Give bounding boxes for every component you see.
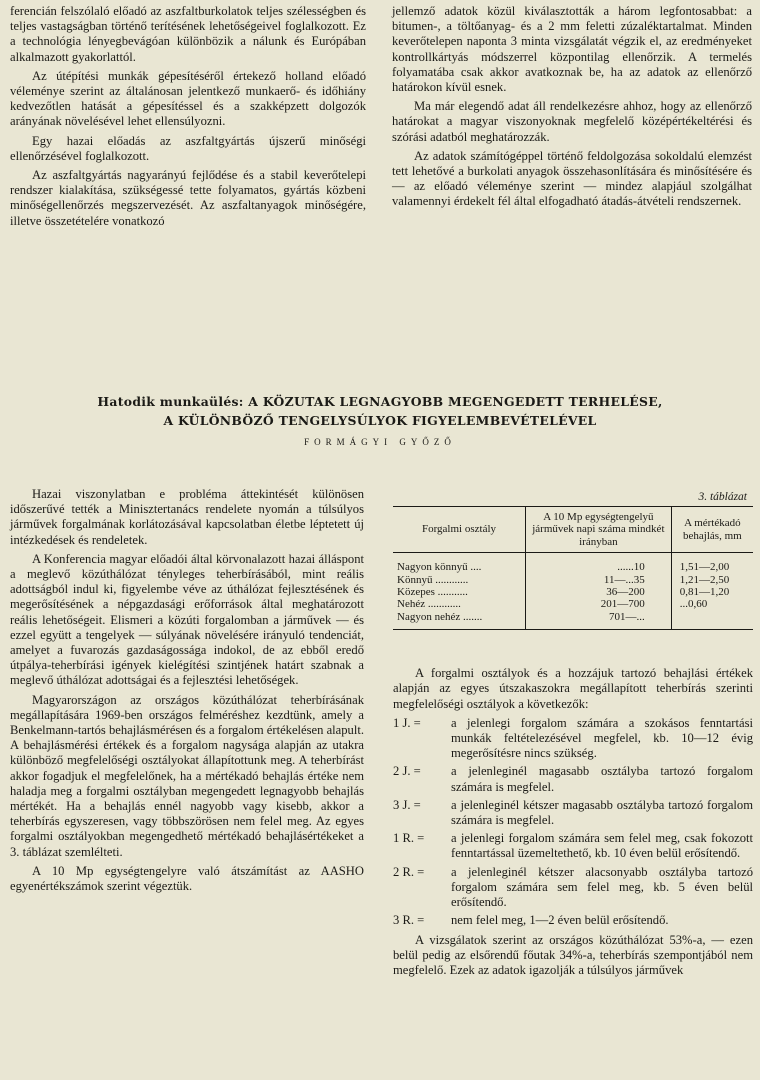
top-right-column	[392, 4, 752, 214]
table-header-cell: Forgalmi osztály	[421, 523, 497, 536]
paragraph: Ma már elegendő adat áll rendelkezésre ahhoz, hogy az ellenőrző határokat a magyar viszonyoknak megfelelő középértékeltérési és szórási adatból meghatározzák.	[392, 99, 752, 144]
paragraph: jellemző adatok közül kiválasztották a három legfontosabbat: a bitumen-, a töltőanyag- és a 2 mm feletti zúzaléktartalmat. Minden keverőtelepen naponta 3 minta vizsgálatát végzik el, az eredményeket kontrollkártyás módszerrel központilag ellenőrzik. A termelés folyamatába csak akkor avatkoznak be, ha az adatok az ellenőrző határokon kívül esnek.	[392, 4, 752, 95]
table-cell: Nagyon könnyű ....	[397, 561, 482, 574]
paragraph: Hazai viszonylatban e probléma áttekintését különösen időszerűvé tették a Minisztertanács rendelete nyomán a túlsúlyos járművek forgalmának korlátozásával kapcsolatban életbe léptetett új intézkedések és rendeletek.	[10, 487, 364, 547]
table-row	[393, 598, 753, 610]
section-heading	[0, 392, 760, 430]
table-header-row	[393, 507, 753, 553]
author-name: FORMÁGYI GYŐZŐ	[304, 437, 456, 447]
table-cell: 36—200	[526, 586, 672, 598]
class-description: a jelenlegi forgalom számára a szokásos fenntartási munkák feltételezésével megfelel, kb. 10—12 évig megerősítésre nincs szükség.	[451, 715, 753, 761]
table-row	[393, 574, 753, 586]
table-cell: 11—...35	[526, 574, 672, 586]
heading-line-1: Hatodik munkaülés: A KÖZUTAK LEGNAGYOBB MEGENGEDETT TERHELÉSE,	[97, 394, 663, 409]
table-cell: 1,51—2,00	[679, 561, 730, 574]
class-description: nem felel meg, 1—2 éven belül erősítendő.	[451, 913, 669, 928]
list-item	[393, 798, 753, 828]
table-cell: 701—...	[526, 611, 672, 630]
class-code: 3 R. =	[393, 913, 425, 928]
table-cell: ...0,60	[679, 598, 708, 611]
paragraph: Az aszfaltgyártás nagyarányú fejlődése és a stabil keverőtelepi rendszer kialakítása, szükségessé tette folyamatos, gyártás közbeni minőségellenőrzés megszervezését. Az aszfaltanyagok minőségére, illetve összetételére vonatkozó	[10, 168, 366, 228]
table-cell: Nehéz ............	[397, 598, 461, 611]
top-left-column	[10, 4, 366, 233]
table-header-cell: A 10 Mp egységtengelyű járművek napi száma mindkét irányban	[526, 507, 672, 553]
table-cell	[671, 611, 753, 630]
bottom-right-column	[393, 490, 753, 982]
table-row	[393, 586, 753, 598]
classification-list	[393, 716, 753, 929]
paragraph: A vizsgálatok szerint az országos közúthálózat 53%-a, — ezen belül pedig az elsőrendű főutak 34%-a, teherbírás szempontjából nem megfelelő. Ezek az adatok igazolják a túlsúlyos járművek	[393, 932, 753, 977]
class-code: 1 R. =	[393, 831, 425, 846]
class-code: 2 R. =	[393, 864, 425, 879]
table-row	[393, 611, 753, 630]
paragraph: Egy hazai előadás az aszfaltgyártás újszerű minőségi ellenőrzésével foglalkozott.	[10, 133, 366, 163]
class-description: a jelenleginél magasabb osztályba tartozó forgalom számára is megfelel.	[451, 764, 753, 794]
list-item	[393, 716, 753, 762]
class-description: a jelenleginél kétszer magasabb osztályba tartozó forgalom számára is megfelel.	[451, 797, 753, 828]
list-item	[393, 865, 753, 911]
table-caption: 3. táblázat	[698, 491, 747, 503]
deflection-table	[393, 506, 753, 630]
heading-line-2: A KÜLÖNBÖZŐ TENGELYSÚLYOK FIGYELEMBEVÉTELÉVEL	[163, 413, 597, 428]
table-cell: 0,81—1,20	[679, 586, 730, 599]
paragraph: A forgalmi osztályok és a hozzájuk tartozó behajlási értékek alapján az egyes útszakaszokra megállapított teherbírás szerinti megfelelőségi osztályok a következők:	[393, 666, 753, 711]
class-code: 3 J. =	[393, 797, 421, 812]
list-item	[393, 913, 753, 928]
paragraph: Az útépítési munkák gépesítéséről értekező holland előadó véleménye szerint az általánosan jelentkező munkaerő- és időhiány kedvezőtlen hatását a gépesítéssel és a szakképzett dolgozók arányának növelésével lehet ellensúlyozni.	[10, 68, 366, 129]
list-item	[393, 764, 753, 794]
paragraph: Az adatok számítógéppel történő feldolgozása sokoldalú elemzést tett lehetővé a burkolati anyagok összehasonlítására és minősítésére és — az előadó véleménye szerint — mindez alapjául szolgálhat valamennyi érdekelt fél által elfogadható átadás-átvételi rendszernek.	[392, 148, 752, 209]
table-cell: ......10	[526, 553, 672, 574]
table-cell: 201—700	[526, 598, 672, 610]
paragraph: ferencián felszólaló előadó az aszfaltburkolatok teljes szélességben és teljes vastagságban történő terítésének lehetőségeivel foglalkozott. Ez a technológia lényegbevágóan különbözik a nálunk és Európában alkalmazott gyakorlattól.	[10, 4, 366, 64]
list-item	[393, 831, 753, 861]
table-header-cell: A mértékadó behajlás, mm	[683, 517, 742, 542]
paragraph: A 10 Mp egységtengelyre való átszámítást az AASHO egyenértékszámok szerint végeztük.	[10, 863, 364, 894]
class-code: 1 J. =	[393, 715, 421, 730]
paragraph: Magyarországon az országos közúthálózat teherbírásának megállapítására 1969-ben országos felméréshez kezdtünk, amely a Benkelmann-tartós behajlásmérésen és a forgalom értékelésen alapult. A behajlásmérési értékek és a forgalom nagysága alapján az utakra különböző megfelelőségi osztályokat állapítottunk meg. A teherbírást akkor fogadjuk el megfelelőnek, ha a mértékadó behajlás értéke nem haladja meg a forgalmi osztályban megengedett legnagyobb behajlás mértékét. Ha a behajlás ennél nagyobb vagy kisebb, akkor a teherbírás egyszeresen, vagy többszörösen nem felel meg. Az egyes forgalmi osztályokban megengedhető mértékadó behajlásértékeket a 3. táblázat szemlélteti.	[10, 692, 365, 859]
table-row	[393, 553, 753, 574]
class-description: a jelenleginél kétszer alacsonyabb osztályba tartozó forgalom számára sem felel meg, kb. 5 éven belül erősítendő.	[451, 864, 753, 910]
bottom-left-column	[10, 487, 364, 898]
table-cell: Közepes ...........	[397, 586, 468, 599]
table-cell: Könnyű ............	[397, 573, 469, 586]
table-cell: Nagyon nehéz .......	[397, 610, 483, 623]
paragraph: A Konferencia magyar előadói által körvonalazott hazai álláspont a meglevő közúthálózat tényleges teherbírásából, mint reális adottságból indul ki, figyelembe véve az úthálózat fejlesztésének és megerősítésének a népgazdasági erőforrások által meghatározott reális lehetőségeit. Elismeri a közúti forgalomban a járművek — és ezzel együtt a tengelyek — súlyának növelésére irányuló tendenciát, amelyet a fuvarozás gazdaságossága indokol, de az ebből eredő útpálya-teherbírási igények kielégítési szintjének határt szabnak a meglevő úthálózat adottságai és a fejlesztési lehetőségek.	[10, 551, 364, 688]
class-code: 2 J. =	[393, 764, 421, 779]
class-description: a jelenlegi forgalom számára sem felel meg, csak fokozott fenntartással üzemeltethető, kb. 10 éven belül erősítendő.	[451, 831, 753, 861]
table-cell: 1,21—2,50	[679, 573, 730, 586]
